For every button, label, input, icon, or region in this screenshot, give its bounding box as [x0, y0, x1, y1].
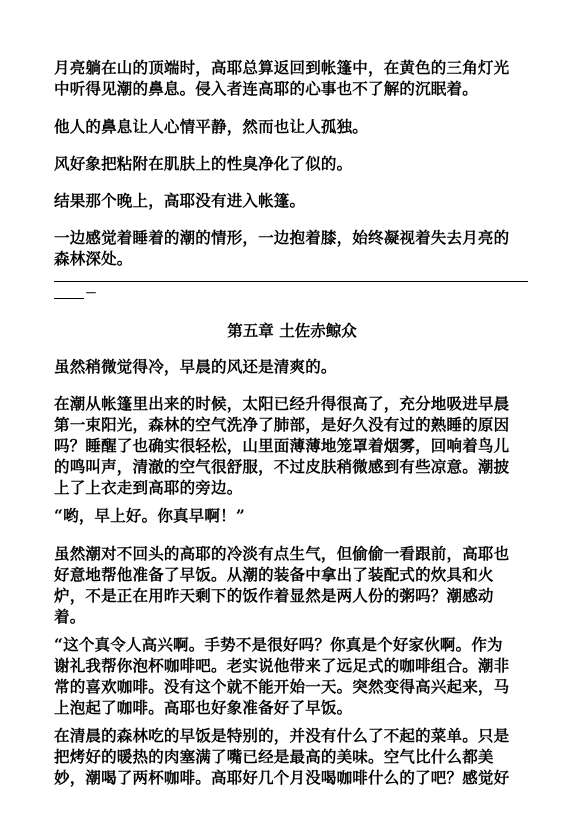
text-line: 上泡起了咖啡。高耶也好象准备好了早饭。 [54, 698, 353, 717]
text-line: 把烤好的暖热的肉塞满了嘴已经是最高的美味。空气比什么都美 [54, 747, 494, 766]
paragraph [54, 227, 530, 269]
text-line: 森林深处。 [54, 249, 133, 268]
paragraph [54, 505, 530, 526]
text-line: 风好象把粘附在肌肤上的性臭净化了似的。 [54, 154, 353, 173]
paragraph [54, 725, 530, 788]
text-line: 炉，不是正在用昨天剩下的饭作着显然是两人份的粥吗？潮感动 [54, 586, 494, 605]
text-line: 好意地帮他准备了早饭。从潮的装备中拿出了装配式的炊具和火 [54, 565, 494, 584]
paragraph [54, 543, 530, 627]
paragraph [54, 153, 530, 174]
paragraph [54, 356, 530, 377]
text-line: 着。 [54, 607, 86, 626]
text-line: 第一束阳光，森林的空气洗净了肺部，是好久没有过的熟睡的原因 [54, 415, 510, 434]
paragraph [54, 634, 530, 718]
text-line: 中听得见潮的鼻息。侵入者连高耶的心事也不了解的沉眠着。 [54, 79, 478, 98]
text-line: 谢礼我帮你泡杯咖啡吧。老实说他带来了远足式的咖啡组合。潮非 [54, 656, 510, 675]
paragraph [54, 57, 530, 99]
text-line: 一边感觉着睡着的潮的情形，一边抱着膝，始终凝视着失去月亮的 [54, 228, 510, 247]
text-line: 的鸣叫声，清澈的空气很舒服，不过皮肤稍微感到有些凉意。潮披 [54, 457, 510, 476]
horizontal-rule [54, 281, 528, 282]
text-line: 虽然稍微觉得冷，早晨的风还是清爽的。 [54, 357, 337, 376]
text-line: 在清晨的森林吃的早饭是特别的，并没有什么了不起的菜单。只是 [54, 726, 510, 745]
paragraph [54, 116, 530, 137]
chapter-title: 第五章 土佐赤鲸众 [227, 321, 357, 340]
text-line: 吗？睡醒了也确实很轻松，山里面薄薄地笼罩着烟雾，回响着鸟儿 [54, 436, 510, 455]
text-line: 结果那个晚上，高耶没有进入帐篷。 [54, 191, 306, 210]
text-line: 妙，潮喝了两杯咖啡。高耶好几个月没喝咖啡什么的了吧？感觉好 [54, 768, 510, 787]
text-line: “哟，早上好。你真早啊！” [54, 506, 245, 525]
text-line: 上了上衣走到高耶的旁边。 [54, 478, 243, 497]
text-line: 他人的鼻息让人心情平静，然而也让人孤独。 [54, 117, 369, 136]
footnote-rule [54, 298, 84, 299]
paragraph [54, 393, 530, 498]
text-line: “这个真令人高兴啊。手势不是很好吗？你真是个好家伙啊。作为 [54, 635, 503, 654]
text-line: 在潮从帐篷里出来的时候，太阳已经升得很高了，充分地吸进早晨 [54, 394, 510, 413]
separator-mark: － [85, 286, 98, 300]
text-line: 常的喜欢咖啡。没有这个就不能开始一天。突然变得高兴起来，马 [54, 677, 510, 696]
text-line: 月亮躺在山的顶端时，高耶总算返回到帐篷中，在黄色的三角灯光 [54, 58, 510, 77]
text-line: 虽然潮对不回头的高耶的冷淡有点生气，但偷偷一看跟前，高耶也 [54, 544, 510, 563]
paragraph [54, 190, 530, 211]
